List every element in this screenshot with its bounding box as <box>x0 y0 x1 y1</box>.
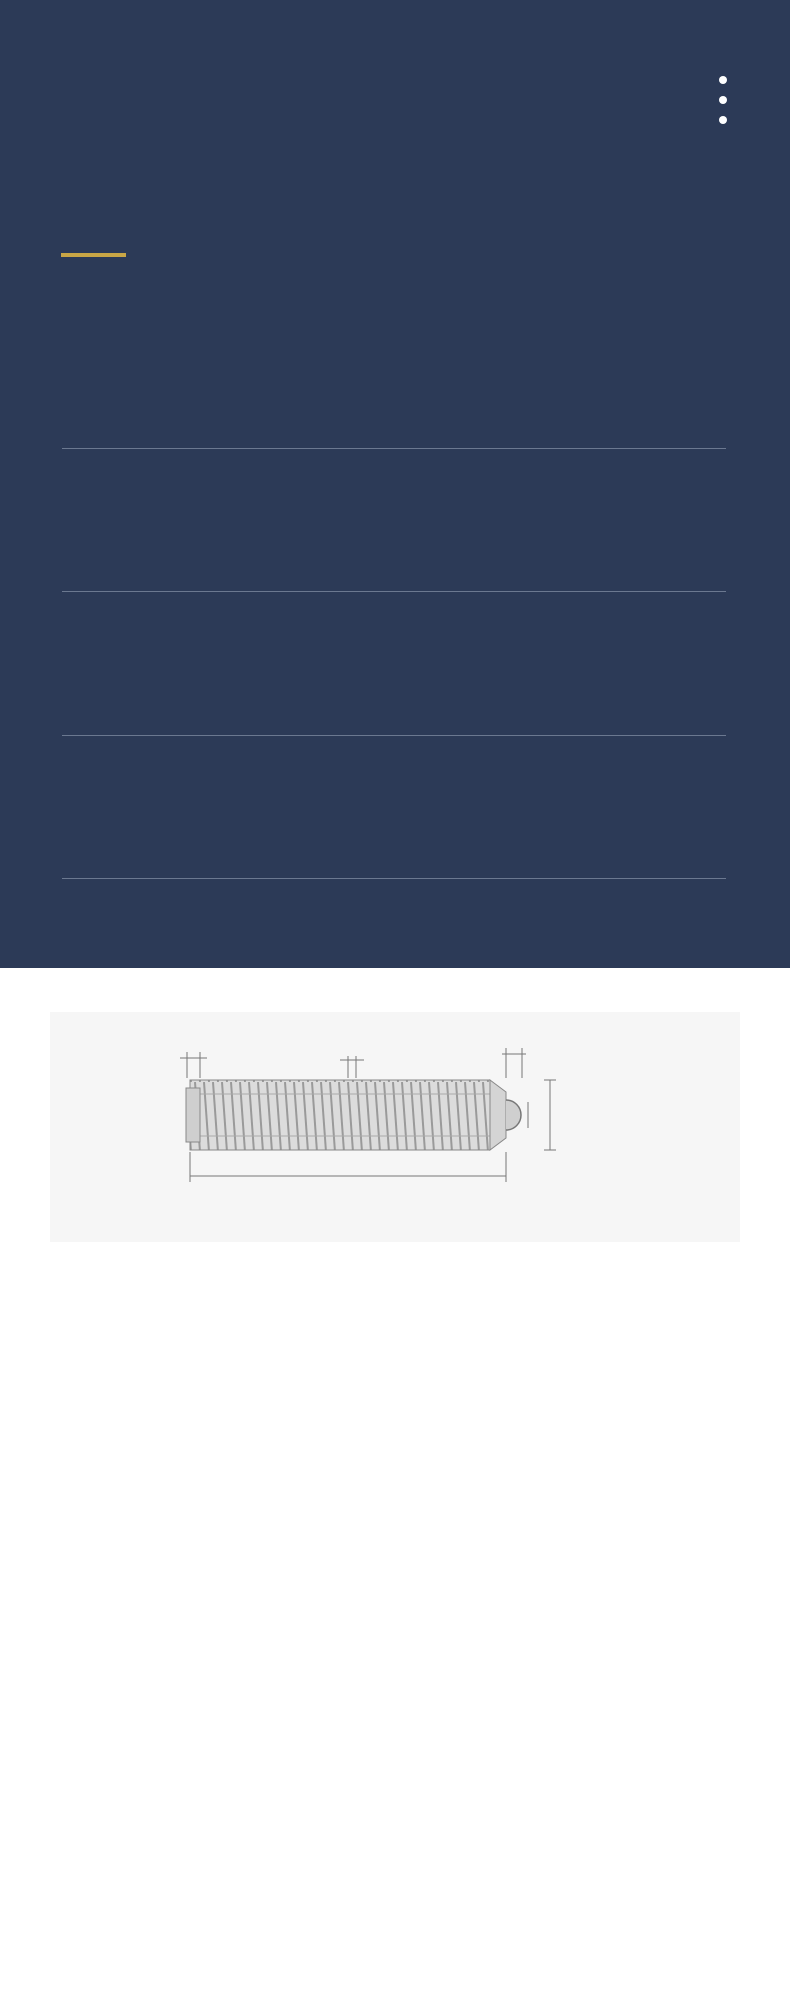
product-info-panel <box>0 0 790 968</box>
threaded-body <box>190 1080 490 1150</box>
accent-divider <box>61 253 126 257</box>
spring-plunger-drawing <box>50 1012 740 1242</box>
divider <box>62 448 726 449</box>
divider <box>62 735 726 736</box>
divider <box>62 591 726 592</box>
divider <box>62 878 726 879</box>
more-menu-icon[interactable] <box>716 76 730 126</box>
technical-drawing <box>50 1012 740 1242</box>
